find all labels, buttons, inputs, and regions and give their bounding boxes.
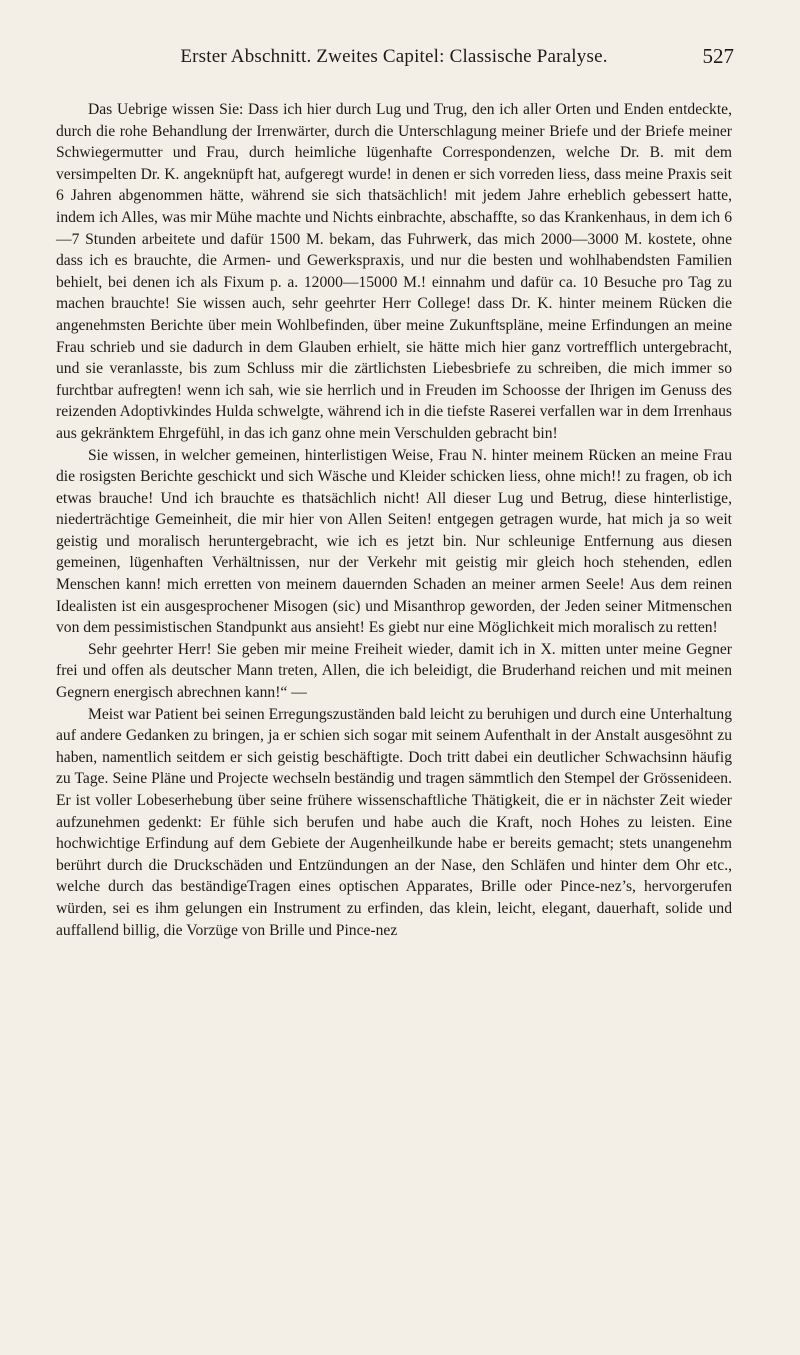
page-number: 527 (702, 44, 734, 68)
chapter-heading: Erster Abschnitt. Zweites Capitel: Classische Paralyse. (180, 46, 608, 67)
body-text (56, 99, 732, 941)
running-head (56, 46, 732, 74)
paragraph: Sie wissen, in welcher gemeinen, hinterlistigen Weise, Frau N. hinter meinem Rücken an meine Frau die rosigsten Berichte geschickt und sich Wäsche und Kleider schicken liess, ohne mich!! zu fragen, ob ich etwas brauche! Und ich brauchte es thatsächlich nicht! All dieser Lug und Betrug, diese hinterlistige, niederträchtige Gemeinheit, die mir hier von Allen Seiten! entgegen getragen wurde, hat mich ja so weit geistig und moralisch heruntergebracht, wie ich es jetzt bin. Nur schleunige Entfernung aus diesen gemeinen, lügenhaften Verhältnissen, nur der Verkehr mit geistig mir gleich hoch stehenden, edlen Menschen kann! mich erretten von meinem dauernden Schaden an meiner armen Seele! Aus dem reinen Idealisten ist ein ausgesprochener Misogen (sic) und Misanthrop geworden, der Jeden seiner Mitmenschen von dem pessimistischen Standpunkt aus ansieht! Es giebt nur eine Möglichkeit mich moralisch zu retten! (56, 446, 732, 637)
paragraph: Meist war Patient bei seinen Erregungszuständen bald leicht zu beruhigen und durch eine Unterhaltung auf andere Gedanken zu bringen, ja er schien sich sogar mit seinem Aufenthalt in der Anstalt ausgesöhnt zu haben, namentlich seitdem er sich geistig beschäftigte. Doch tritt dabei ein deutlicher Schwachsinn häufig zu Tage. Seine Pläne und Projecte wechseln beständig und tragen sämmtlich den Stempel der Grössenideen. Er ist voller Lobeserhebung über seine frühere wissenschaftliche Thätigkeit, die er in nächster Zeit wieder aufzunehmen gedenkt: Er fühle sich berufen und habe auch die Kraft, noch Hohes zu leisten. Eine hochwichtige Erfindung auf dem Gebiete der Augenheilkunde habe er bereits gemacht; stets unangenehm berührt durch die Druckschäden und Entzündungen an der Nase, den Schläfen und hinter dem Ohr etc., welche durch das beständigeTragen eines optischen Apparates, Brille oder Pince-nez’s, hervorgerufen würden, sei es ihm gelungen ein Instrument zu erfinden, das klein, leicht, elegant, dauerhaft, solide und auffallend billig, die Vorzüge von Brille und Pince-nez (56, 705, 732, 939)
paragraph: Sehr geehrter Herr! Sie geben mir meine Freiheit wieder, damit ich in X. mitten unter meine Gegner frei und offen als deutscher Mann treten, Allen, die ich beleidigt, die Bruderhand reichen und mit meinen Gegnern energisch abrechnen kann!“ — (56, 640, 732, 702)
paragraph: Das Uebrige wissen Sie: Dass ich hier durch Lug und Trug, den ich aller Orten und Enden entdeckte, durch die rohe Behandlung der Irrenwärter, durch die Unterschlagung meiner Briefe und der Briefe meiner Schwiegermutter und Frau, durch heimliche lügenhafte Correspondenzen, welche Dr. B. mit dem versimpelten Dr. K. angeknüpft hat, aufgeregt wurde! in denen er sich vorreden liess, dass meine Praxis seit 6 Jahren abgenommen hätte, während sie sich thatsächlich! mit jedem Jahre erheblich gebessert hatte, indem ich Alles, was mir Mühe machte und Nichts einbrachte, abschaffte, so das Krankenhaus, in dem ich 6—7 Stunden arbeitete und dafür 1500 M. bekam, das Fuhrwerk, das mich 2000—3000 M. kostete, ohne dass ich es brauchte, die Armen- und Gewerkspraxis, und nur die besten und wohlhabendsten Familien behielt, bei denen ich als Fixum p. a. 12000—15000 M.! einnahm und dafür ca. 10 Besuche pro Tag zu machen brauchte! Sie wissen auch, sehr geehrter Herr College! dass Dr. K. hinter meinem Rücken die angenehmsten Berichte über mein Wohlbefinden, über meine Zukunftspläne, meine Erfindungen an meine Frau schrieb und sie dadurch in dem Glauben erhielt, sie hätte mich hier ganz vortrefflich untergebracht, und sie veranlasste, bis zum Schluss mir die zärtlichsten Liebesbriefe zu schreiben, die mich immer so furchtbar aufregten! wenn ich sah, wie sie herrlich und in Freuden im Schoosse der Ihrigen im Genuss des reizenden Adoptivkindes Hulda schwelgte, während ich in die tiefste Raserei verfallen war in dem Irrenhaus aus gekränktem Ehrgefühl, in das ich ganz ohne mein Verschulden gebracht bin! (56, 101, 732, 442)
